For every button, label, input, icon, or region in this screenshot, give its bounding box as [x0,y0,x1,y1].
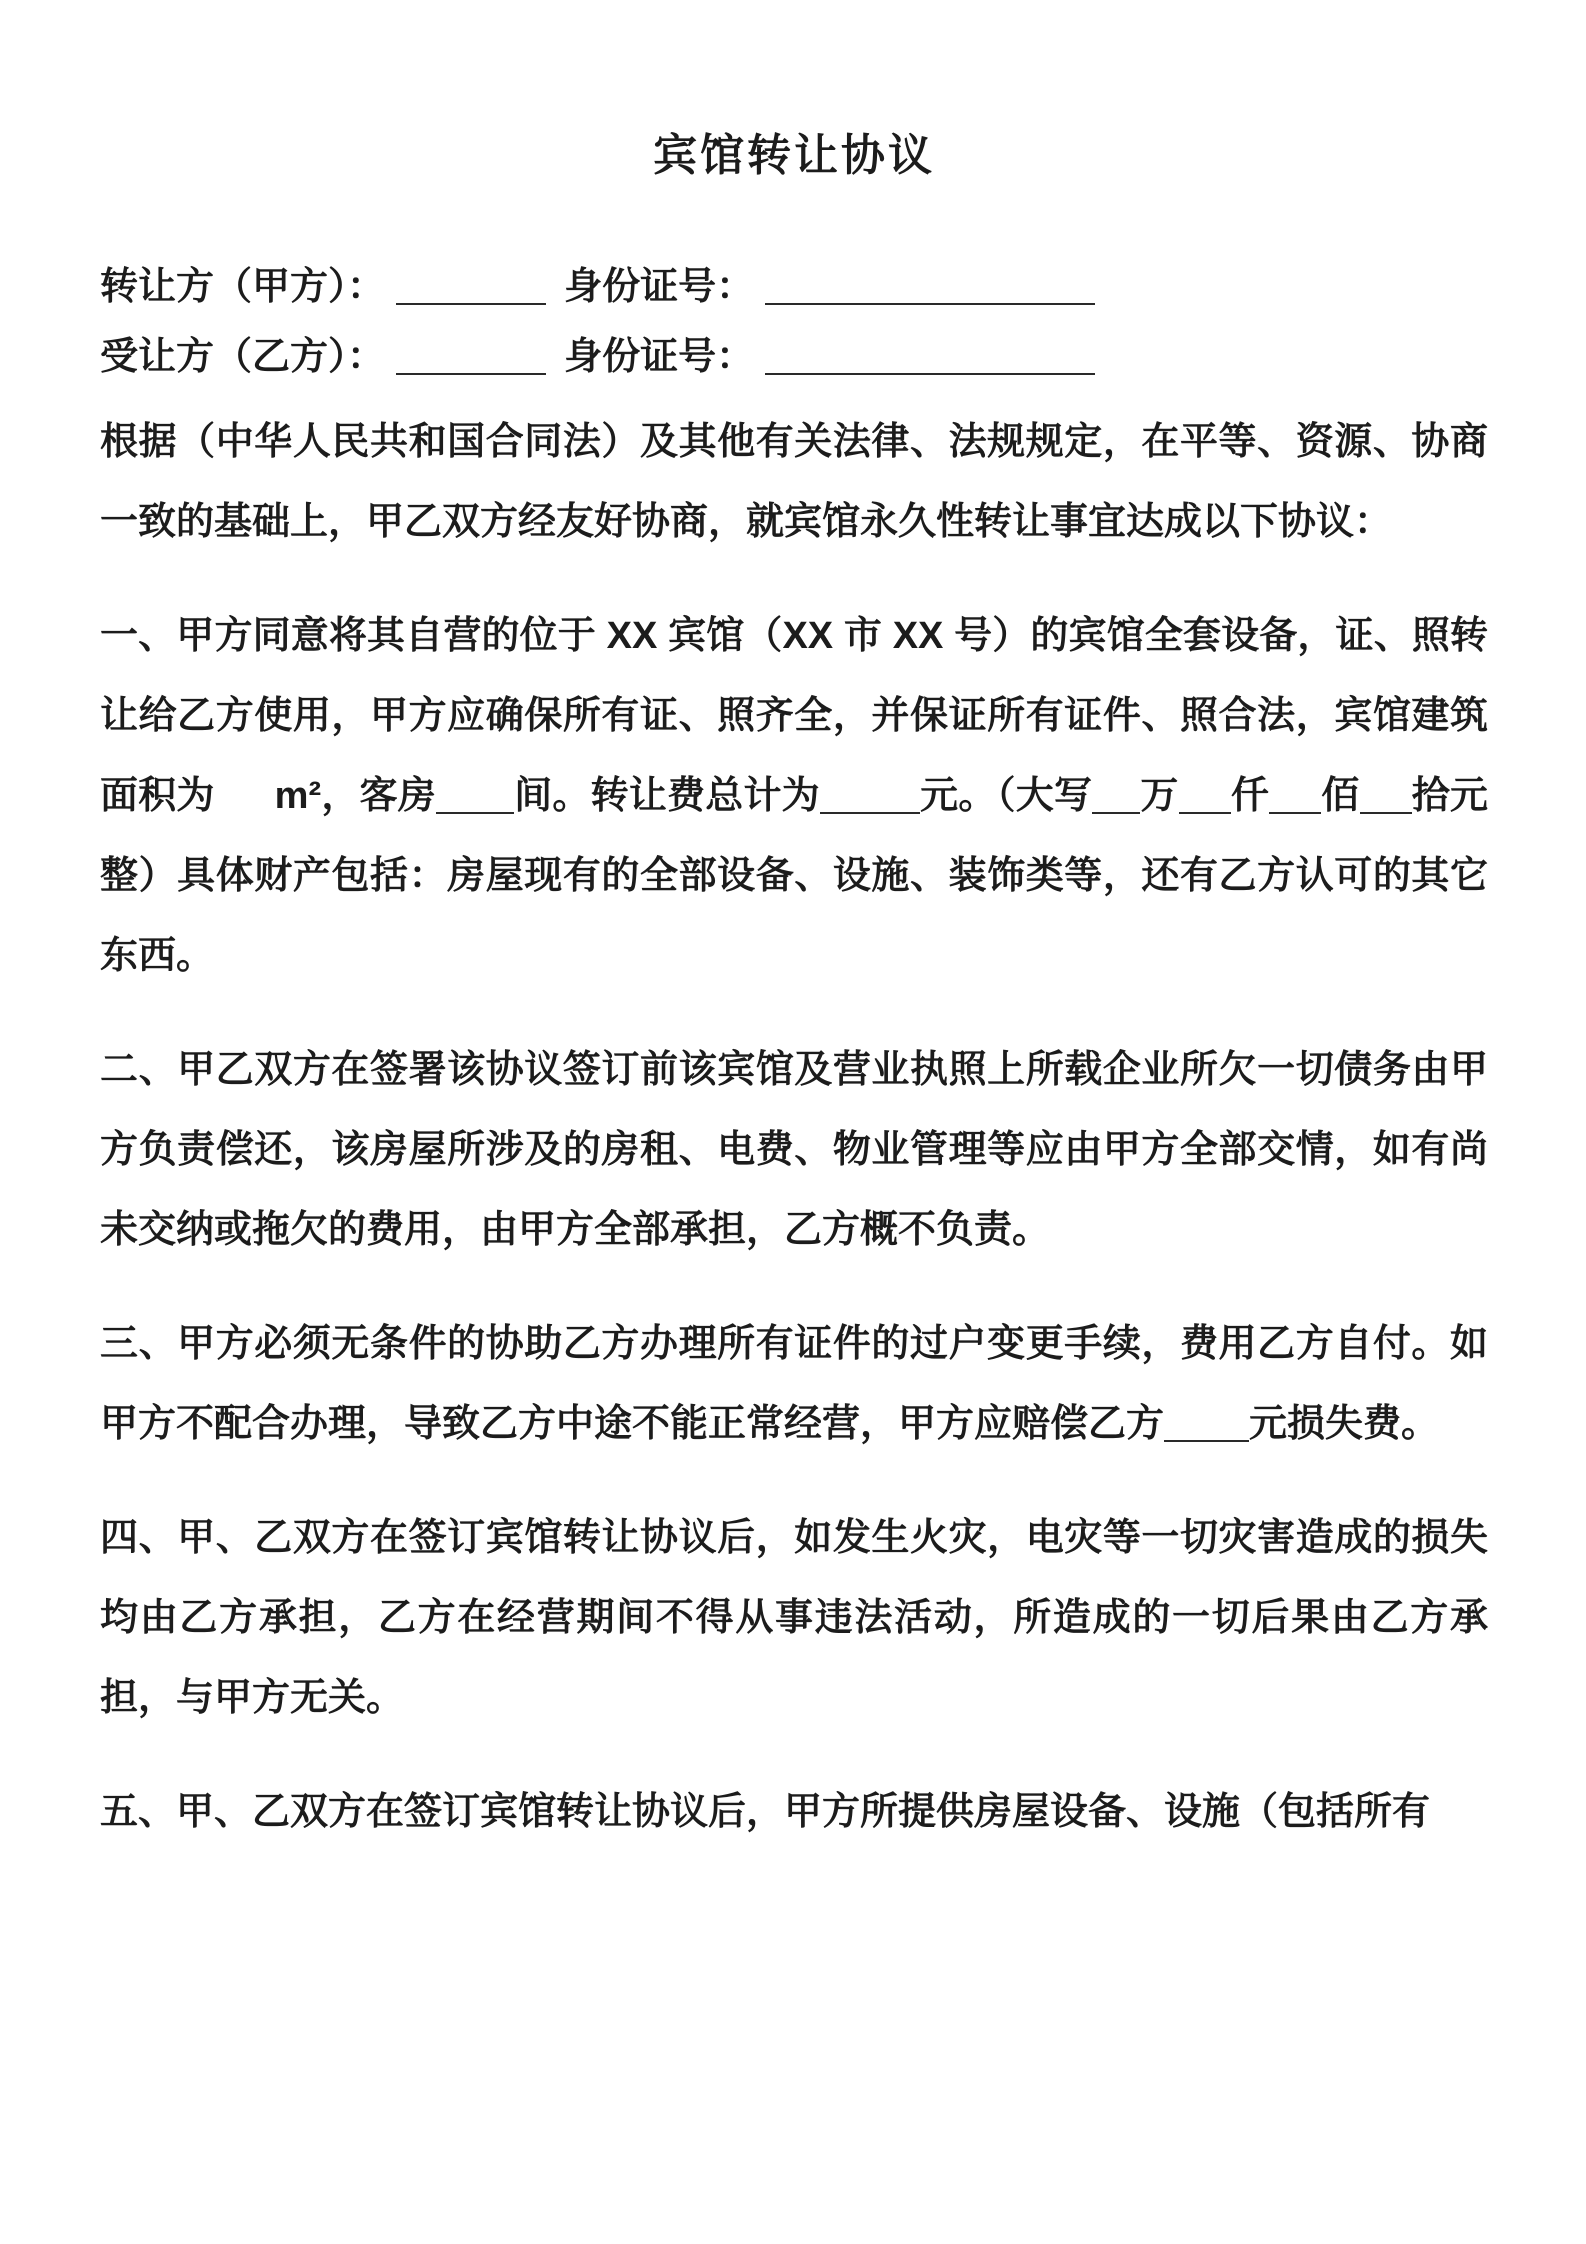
document-title: 宾馆转让协议 [653,131,935,180]
transferor-row [100,252,1488,322]
paragraph-text: 根据（中华人民共和国合同法）及其他有关法律、法规规定，在平等、资源、协商一致的基础上，甲乙双方经友好协商，就宾馆永久性转让事宜达成以下协议： [100,421,1488,543]
fill-in-blank [1164,1400,1249,1442]
transferor-id-blank [765,263,1095,305]
fill-in-blank [1179,772,1231,814]
paragraph-text: 仟 [1230,775,1270,817]
fill-in-blank [1360,772,1412,814]
fill-in-blank [436,772,514,814]
party-section [100,252,1488,392]
paragraph-text: 元损失费。 [1249,1403,1440,1445]
paragraph-clause-2 [100,1030,1488,1270]
transferee-label: 受让方（乙方）： [100,336,386,378]
paragraph-clause-1 [100,596,1488,996]
transferor-label: 转让方（甲方）： [100,266,386,308]
paragraph-text: 三、甲方必须无条件的协助乙方办理所有证件的过户变更手续，费用乙方自付。如甲方不配合办理，导致乙方中途不能正常经营，甲方应赔偿乙方 [100,1323,1488,1445]
paragraph-text: 佰 [1321,775,1360,817]
inline-gap [215,798,275,808]
paragraph-preamble [100,402,1488,562]
fill-in-blank [820,772,920,814]
transferor-name-blank [396,263,546,305]
transferee-name-blank [396,333,546,375]
paragraph-text: 元。（大写 [919,775,1093,817]
paragraph-text: 拾元整）具体财产包括：房屋现有的全部设备、设施、装饰类等，还有乙方认可的其它东西。 [100,775,1488,977]
transferee-id-blank [765,333,1095,375]
paragraph-text: 万 [1140,775,1179,817]
contract-body [100,402,1488,1852]
paragraph-clause-3 [100,1304,1488,1464]
transferee-row [100,322,1488,392]
paragraph-text: m²，客房 [274,775,436,817]
fill-in-blank [1092,772,1140,814]
paragraph-text: 间。转让费总计为 [513,775,820,817]
paragraph-text: 二、甲乙双方在签署该协议签订前该宾馆及营业执照上所载企业所欠一切债务由甲方负责偿还，该房屋所涉及的房租、电费、物业管理等应由甲方全部交情，如有尚未交纳或拖欠的费用，由甲方全部承担，乙方概不负责。 [100,1049,1488,1251]
transferor-id-label: 身份证号： [564,266,755,308]
transferee-id-label: 身份证号： [564,336,755,378]
paragraph-clause-5 [100,1772,1488,1852]
paragraph-clause-4 [100,1498,1488,1738]
paragraph-text: 五、甲、乙双方在签订宾馆转让协议后，甲方所提供房屋设备、设施（包括所有 [100,1791,1431,1833]
paragraph-text: 一、甲方同意将其自营的位于 XX 宾馆（XX 市 XX 号）的宾馆全套设备，证、照转让给乙方使用，甲方应确保所有证、照齐全，并保证所有证件、照合法，宾馆建筑面积为 [100,615,1488,817]
fill-in-blank [1269,772,1321,814]
paragraph-text: 四、甲、乙双方在签订宾馆转让协议后，如发生火灾，电灾等一切灾害造成的损失均由乙方承担，乙方在经营期间不得从事违法活动，所造成的一切后果由乙方承担，与甲方无关。 [100,1517,1488,1719]
